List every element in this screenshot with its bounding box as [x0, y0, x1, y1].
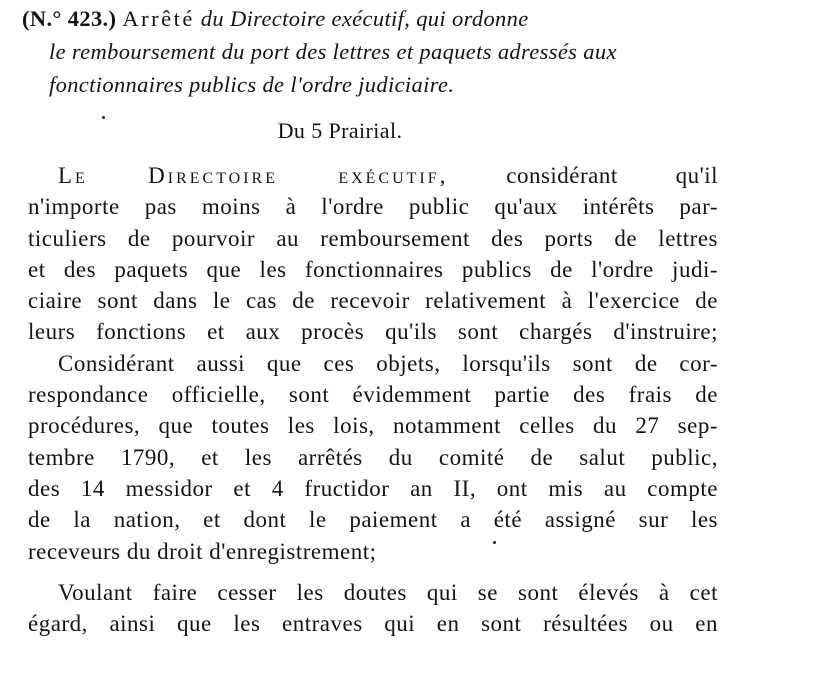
decree-date: Du 5 Prairial.	[277, 118, 403, 143]
body-line-9: procédures, que toutes les lois, notamment celles du 27 sep-	[28, 413, 718, 439]
body-line-5: ciaire sont dans le cas de recevoir relativement à l'exercice de	[28, 288, 718, 314]
header-line-3: fonctionnaires publics de l'ordre judiciaire.	[49, 72, 455, 97]
body-line-15: égard, ainsi que les entraves qui en sont résultées ou en	[28, 611, 718, 637]
body-line-1-rest: considérant qu'il	[506, 163, 718, 188]
paragraph-gap	[28, 567, 718, 577]
header-line-1	[22, 2, 742, 35]
decree-opening: Le Directoire exécutif,	[58, 163, 449, 188]
body-line-4: et des paquets que les fonctionnaires publics de l'ordre judi-	[28, 256, 718, 282]
body-line-6: leurs fonctions et aux procès qu'ils sont chargés d'instruire;	[28, 319, 718, 345]
body-line-14: Voulant faire cesser les doutes qui se sont élevés à cet	[58, 579, 718, 605]
header-line-2: le remboursement du port des lettres et paquets adressés aux	[49, 39, 617, 64]
body-line-2: n'importe pas moins à l'ordre public qu'aux intérêts par-	[28, 194, 718, 220]
decree-type: Arrêté	[122, 6, 195, 31]
decree-body	[28, 160, 718, 639]
body-line-7: Considérant aussi que ces objets, lorsqu'ils sont de cor-	[58, 350, 718, 376]
body-line-8: respondance officielle, sont évidemment partie des frais de	[28, 382, 718, 408]
body-line-12: de la nation, et dont le paiement a été assigné sur les	[28, 507, 718, 533]
ink-speck	[493, 541, 496, 544]
body-line-11: des 14 messidor et 4 fructidor an II, ont mis au compte	[28, 475, 718, 501]
body-line-13: receveurs du droit d'enregistrement;	[28, 538, 377, 564]
body-line-1	[28, 160, 718, 191]
body-line-10: tembre 1790, et les arrêtés du comité de salut public,	[28, 444, 718, 470]
header-title-part-1: du Directoire exécutif, qui ordonne	[200, 6, 529, 31]
decree-number: (N.° 423.)	[22, 6, 117, 31]
body-line-3: ticuliers de pourvoir au remboursement des ports de lettres	[28, 225, 718, 251]
decree-header	[22, 2, 742, 101]
